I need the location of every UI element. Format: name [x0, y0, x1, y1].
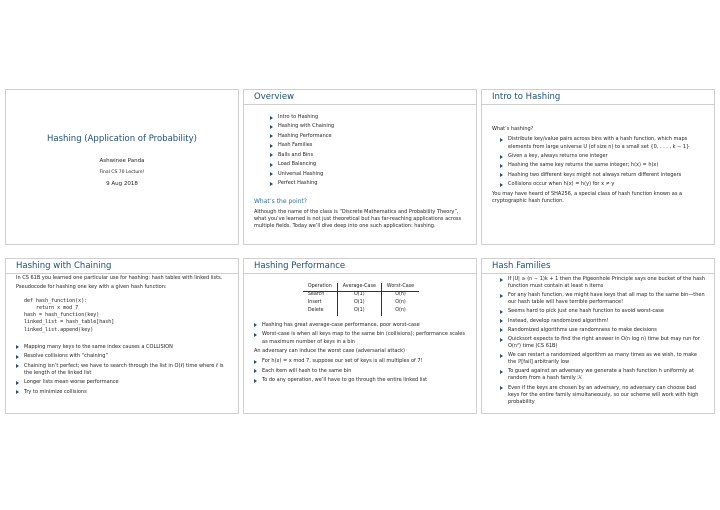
list-item: Hashing the same key returns the same integer; h(x) = h(x): [500, 162, 706, 169]
list-item: Universal Hashing: [270, 171, 468, 178]
slide-heading: Hash Families: [492, 261, 551, 271]
performance-bullets: [254, 322, 468, 346]
author-name: Ashwinee Panda: [99, 158, 145, 164]
table-cell: Search: [307, 292, 325, 298]
list-item: Perfect Hashing: [270, 180, 468, 187]
chaining-slide: [5, 258, 239, 414]
table-cell: O(1): [337, 308, 381, 316]
chaining-bullets: [16, 344, 230, 396]
table-cell: Insert: [307, 300, 322, 306]
slide-heading: Overview: [254, 92, 295, 102]
slide-heading: Intro to Hashing: [492, 92, 561, 102]
list-item: Mapping many keys to the same index causes a COLLISION: [16, 344, 230, 351]
presentation-title: Hashing (Application of Probability): [47, 134, 197, 144]
list-item: Longer lists mean worse performance: [16, 379, 230, 386]
table-header: Operation: [303, 283, 337, 291]
list-item: Hashing two different keys might not always return different integers: [500, 172, 706, 179]
slide-heading: Hashing Performance: [254, 261, 346, 271]
list-item: Instead, develop randomized algorithm!: [500, 318, 706, 325]
list-item: Even if the keys are chosen by an adversary, no adversary can choose bad keys for the entire family simultaneously, so our scheme will work with high probability: [500, 385, 706, 406]
event-name: Final CS 70 Lecture!: [99, 170, 145, 175]
chaining-pseudocode-caption: Pseudocode for hashing one key with a given hash function:: [16, 284, 167, 291]
list-item: Each item will hash to the same bin: [254, 368, 468, 375]
families-slide: [481, 258, 715, 414]
table-row: [303, 300, 419, 308]
list-item: To do any operation, we’ll have to go through the entire linked list: [254, 377, 468, 384]
list-item: To guard against an adversary we generate a hash function h uniformly at random from a hash family ℋ: [500, 368, 706, 382]
intro-bullets: [492, 136, 706, 188]
table-row: [303, 308, 419, 316]
list-item: Balls and Bins: [270, 152, 468, 159]
table-cell: O(n): [381, 291, 419, 299]
table-cell: O(1): [337, 291, 381, 299]
adversary-note: An adversary can induce the worst case (adversarial attack): [254, 347, 405, 354]
list-item: Hash Families: [270, 142, 468, 149]
point-text: Although the name of the class is “Discrete Mathematics and Probability Theory”, what you’ve learned is not just theoretical but has far-reaching applications across multiple fields. Today we’ll dive deep into one such application: hashing.: [254, 208, 462, 230]
list-item: Given a key, always returns one integer: [500, 153, 706, 160]
list-item: Try to minimize collisions: [16, 389, 230, 396]
list-item: Intro to Hashing: [270, 114, 468, 121]
title-slide: [5, 89, 239, 245]
performance-table: [303, 283, 419, 316]
code-block: def hash_function(x): return x mod 7 hash = hash_function(key) linked_list = hash_table[hash] linked_list.append(key): [24, 297, 115, 333]
list-item: Collisions occur when h(x) = h(y) for x ≠ y: [500, 181, 706, 188]
performance-slide: [243, 258, 477, 414]
list-item: Load Balancing: [270, 161, 468, 168]
list-item: Resolve collisions with “chaining”: [16, 353, 230, 360]
intro-slide: [481, 89, 715, 245]
table-cell: O(1): [337, 300, 381, 308]
list-item: We can restart a randomized algorithm as many times as we wish, to make the ℙ[fail] arbitrarily low: [500, 352, 706, 366]
list-item: Hashing Performance: [270, 133, 468, 140]
table-cell: O(n): [381, 300, 419, 308]
list-item: Randomized algorithms use randomness to make decisions: [500, 327, 706, 334]
list-item: Hashing has great average-case performance, poor worst-case: [254, 322, 468, 329]
slide-heading-rule: [244, 273, 476, 274]
overview-slide: [243, 89, 477, 245]
list-item: Seems hard to pick just one hash function to avoid worst-case: [500, 308, 706, 315]
list-item: For h(x) = x mod 7, suppose our set of keys is all multiples of 7!: [254, 358, 468, 365]
slide-heading-rule: [6, 273, 238, 274]
chaining-intro: In CS 61B you learned one particular use for hashing: hash tables with linked lists.: [16, 275, 223, 281]
intro-footer: You may have heard of SHA256, a special class of hash function known as a cryptographic hash function.: [492, 190, 683, 204]
title-block: [6, 134, 238, 187]
slide-heading: Hashing with Chaining: [16, 261, 112, 271]
table-row: [303, 291, 419, 299]
point-heading: What’s the point?: [254, 198, 307, 205]
intro-question: What’s hashing?: [492, 126, 534, 132]
list-item: Distribute key/value pairs across bins with a hash function, which maps elements from large universe U (of size n) to a small set {0, . . . , k − 1}: [500, 136, 706, 151]
list-item: Worst-case is when all keys map to the same bin (collisions); performance scales as maximum number of keys in a bin: [254, 331, 468, 346]
presentation-date: 9 Aug 2018: [106, 181, 138, 187]
table-cell: O(n): [381, 308, 419, 316]
list-item: If |U| ≥ (n − 1)k + 1 then the Pigeonhole Principle says one bucket of the hash function must contain at least n items: [500, 276, 706, 290]
list-item: For any hash function, we might have keys that all map to the same bin—then our hash table will have terrible performance!: [500, 292, 706, 306]
slide-heading-rule: [482, 104, 714, 105]
slide-heading-rule: [244, 104, 476, 105]
overview-list: [270, 114, 468, 187]
list-item: Chaining isn’t perfect; we have to search through the list in O(ℓ) time where ℓ is the length of the linked list: [16, 363, 230, 378]
list-item: Hashing with Chaining: [270, 123, 468, 130]
list-item: Quicksort expects to find the right answer in O(n log n) time but may run for O(n²) time (CS 61B): [500, 336, 706, 350]
slide-heading-rule: [482, 273, 714, 274]
families-bullets: [500, 276, 706, 406]
table-header: Worst-Case: [381, 283, 419, 291]
adversary-bullets: [254, 358, 468, 384]
table-header: Average-Case: [337, 283, 381, 291]
table-cell: Delete: [307, 308, 324, 314]
